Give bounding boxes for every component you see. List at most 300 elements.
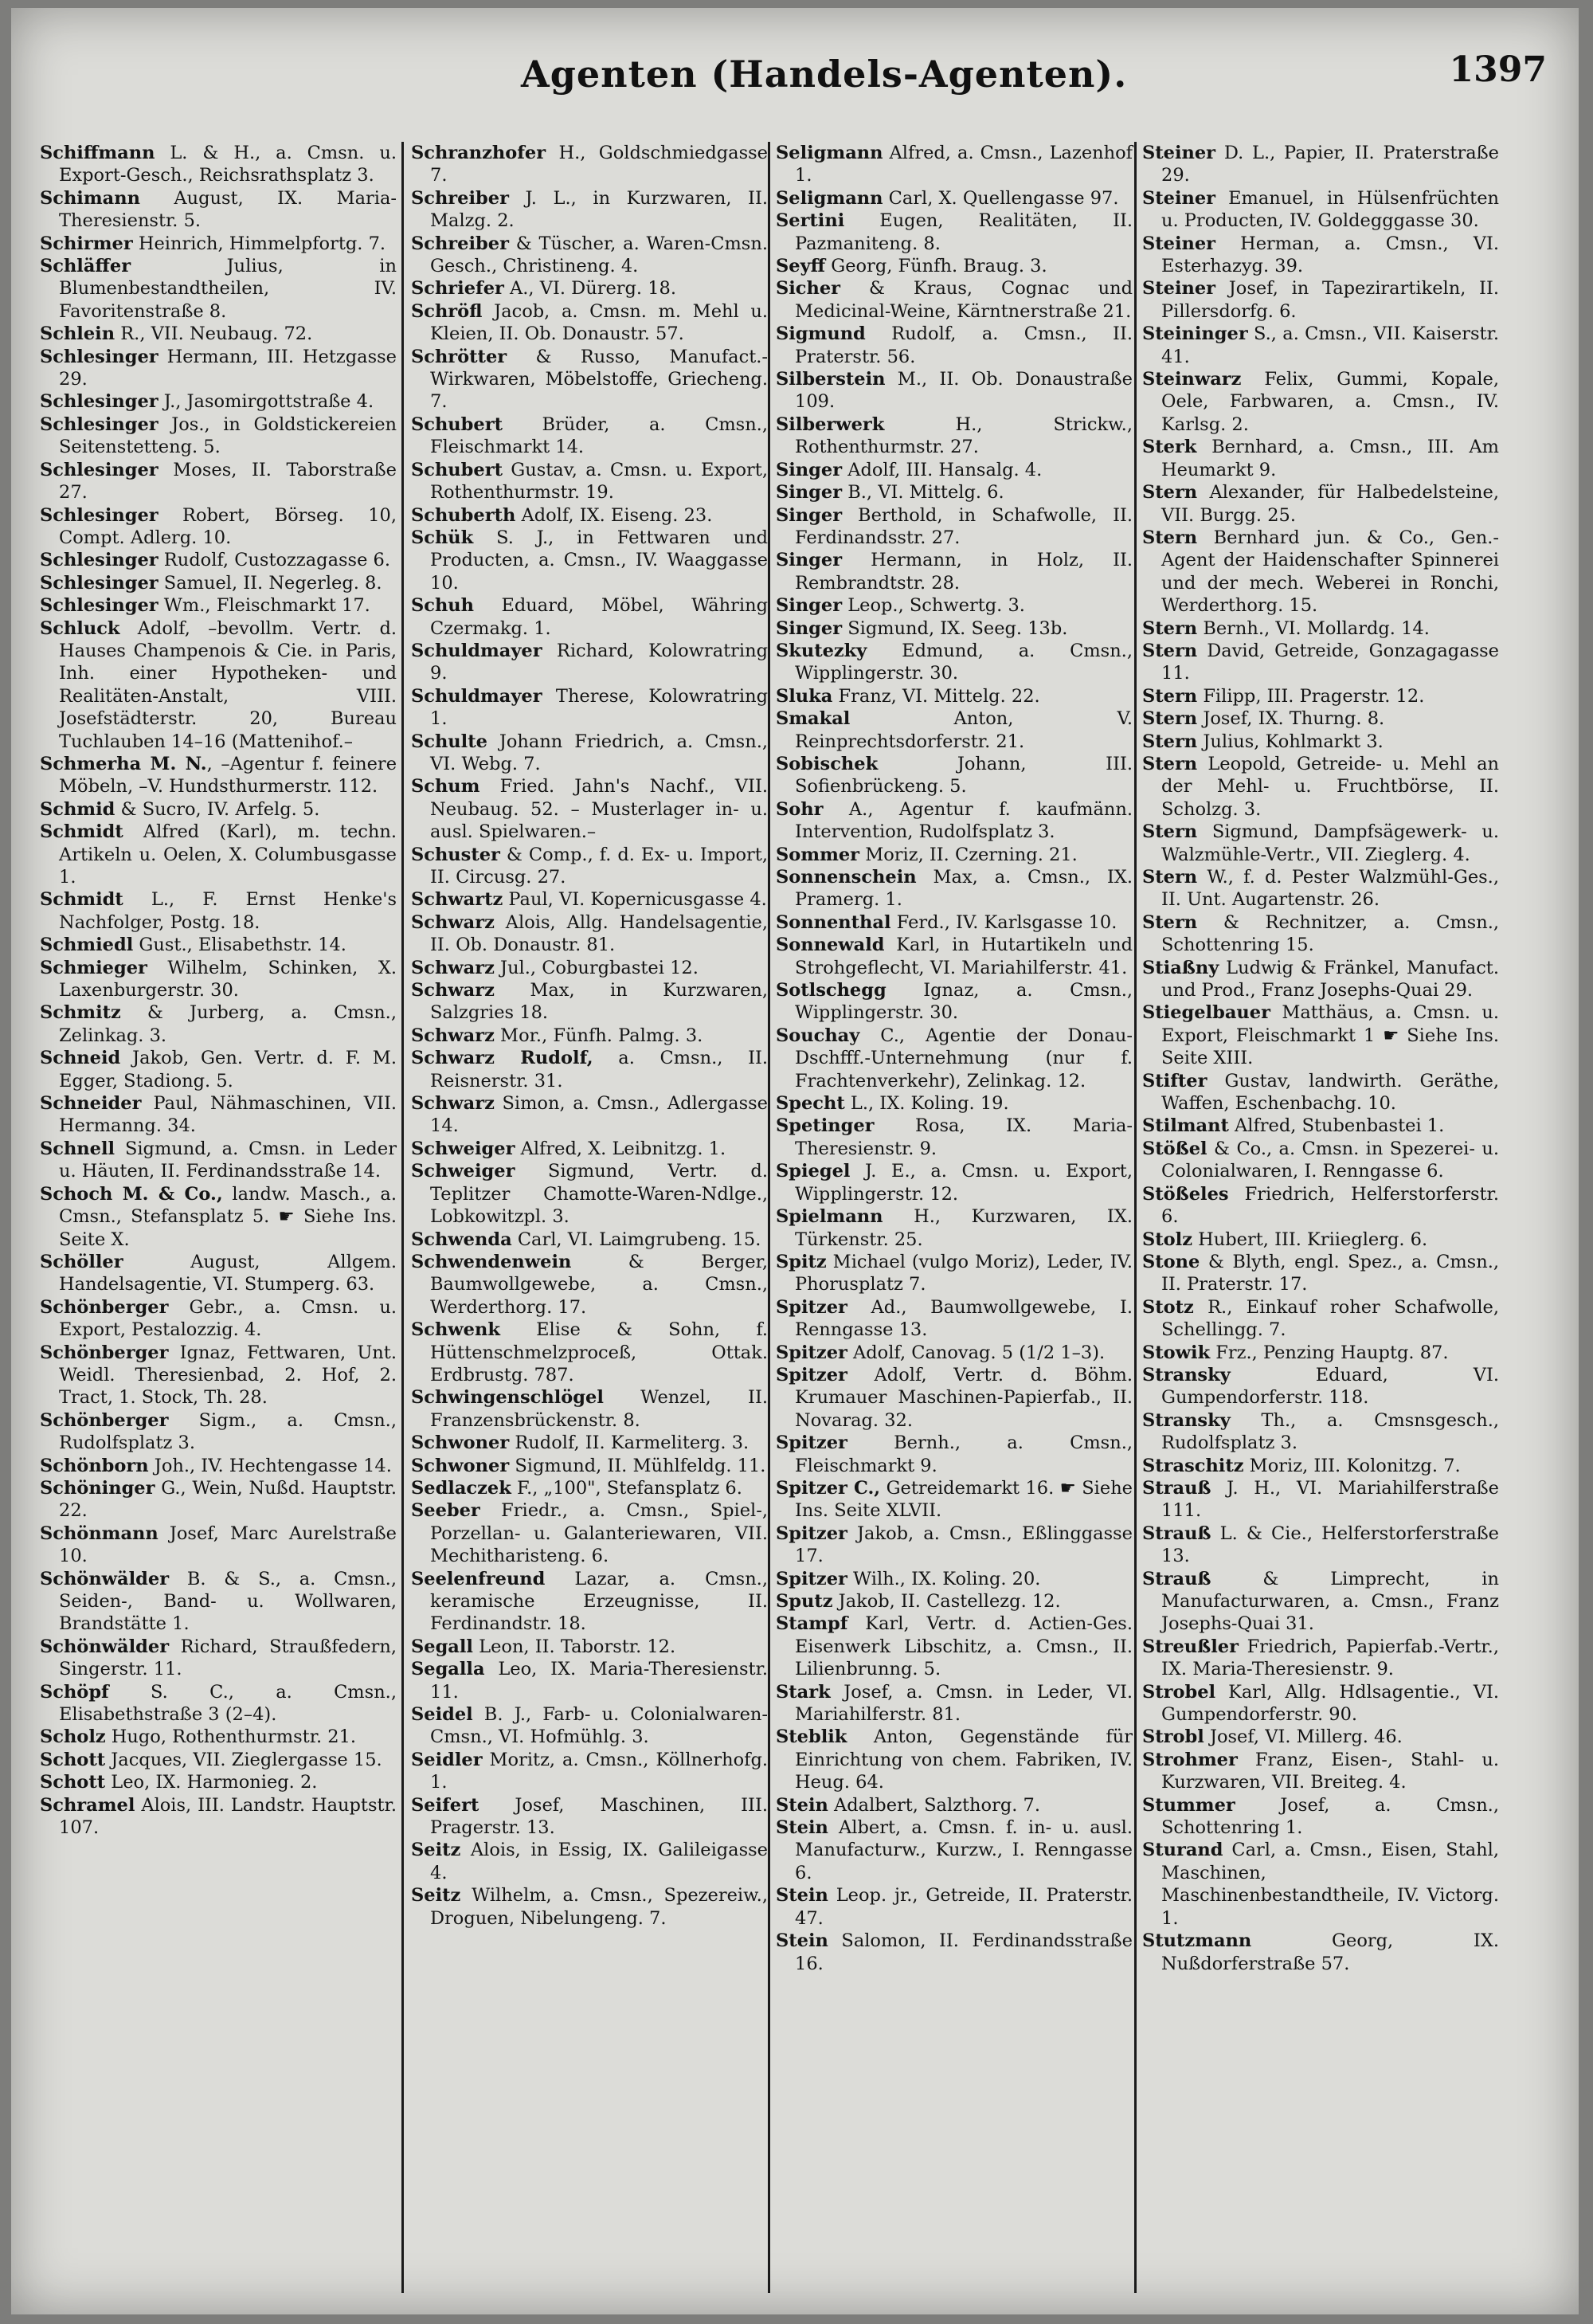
directory-entry [40,323,397,345]
entry-details: Emanuel, in Hülsenfrüchten u. Producten, IV. Goldegggasse 30. [1161,187,1499,232]
directory-entry [40,1749,397,1771]
entry-details: Bernhard jun. & Co., Gen.-Agent der Haidenschafter Spinnerei und der mech. Weberei in Ronchi, Werderthorg. 15. [1161,527,1499,617]
entry-name: Schreiber [411,233,509,254]
entry-name: Singer [776,595,843,617]
directory-entry [1142,1523,1499,1568]
entry-name: Strobl [1142,1726,1204,1748]
entry-details: Fried. Jahn's Nachf., VII. Neubaug. 52. – Musterlager in- u. ausl. Spielwaren.– [430,776,768,843]
directory-entry [411,1229,768,1251]
directory-entry [1142,1296,1499,1342]
entry-details: & Blyth, engl. Spez., a. Cmsn., II. Praterstr. 17. [1161,1251,1499,1295]
entry-name: Stampf [776,1613,848,1635]
directory-entry [776,549,1133,594]
entry-details: & Co., a. Cmsn. in Spezerei- u. Colonialwaren, I. Renngasse 6. [1161,1138,1499,1182]
directory-entry [776,187,1133,210]
directory-entry [411,1047,768,1092]
entry-details: Gust., Elisabethstr. 14. [133,935,346,956]
directory-entry [1142,1455,1499,1477]
directory-entry [776,707,1133,753]
entry-details: Max, a. Cmsn., IX. Pramerg. 1. [795,867,1133,911]
directory-entry [40,934,397,956]
directory-entry [776,979,1133,1025]
directory-entry [1142,142,1499,187]
entry-name: Schmiedl [40,935,134,956]
entry-name: Schönborn [40,1455,149,1476]
entry-details: Berthold, in Schafwolle, II. Ferdinandsstr. 27. [795,504,1133,548]
directory-entry [40,1409,397,1455]
directory-entry [1142,866,1499,911]
entry-details: Leo, IX. Harmonieg. 2. [105,1772,318,1793]
entry-name: Steiner [1142,233,1216,254]
entry-details: Jakob, a. Cmsn., Eßlinggasse 17. [795,1523,1133,1567]
directory-entry [776,1477,1133,1523]
entry-details: A., Agentur f. kaufmänn. Intervention, Rudolfsplatz 3. [795,798,1133,843]
entry-details: W., f. d. Pester Walzmühl-Ges., II. Unt. Augartenstr. 26. [1161,867,1499,911]
entry-details: Franz, Eisen-, Stahl- u. Kurzwaren, VII. Breiteg. 4. [1161,1749,1499,1793]
entry-name: Schmidt [40,889,123,911]
entry-details: Jakob, II. Castellezg. 12. [832,1591,1061,1612]
entry-details: Julius, in Blumenbestandtheilen, IV. Favoritenstraße 8. [59,256,397,322]
entry-name: Strobel [1142,1681,1216,1703]
directory-entry [40,798,397,821]
entry-details: Josef, Marc Aurelstraße 10. [59,1523,397,1567]
directory-entry [1142,1409,1499,1455]
directory-entry [411,277,768,300]
entry-details: F., „100", Stefansplatz 6. [511,1477,742,1499]
directory-entry [776,1092,1133,1115]
directory-entry [1142,323,1499,368]
directory-entry [40,572,397,594]
entry-name: Stiegelbauer [1142,1002,1270,1024]
entry-details: Moriz, II. Czerning. 21. [859,844,1078,865]
entry-name: Singer [776,504,843,526]
entry-name: Smakal [776,708,851,730]
entry-name: Sohr [776,798,824,820]
directory-entry [411,1432,768,1454]
entry-name: Steininger [1142,323,1248,345]
entry-name: Schubert [411,413,503,435]
entry-details: Sigmund, II. Mühlfeldg. 11. [509,1455,766,1476]
directory-entry [776,323,1133,368]
directory-entry [411,1499,768,1567]
entry-name: Schöninger [40,1477,155,1499]
entry-details: R., Einkauf roher Schafwolle, Schellingg. 7. [1161,1296,1499,1341]
directory-entry [411,888,768,911]
entry-details: Alexander, für Halbedelsteine, VII. Burgg. 25. [1161,482,1499,526]
entry-name: Stifter [1142,1070,1207,1091]
entry-name: Schluck [40,617,120,639]
entry-name: Steinwarz [1142,369,1242,390]
directory-entry [1142,1183,1499,1229]
entry-details: H., Strickw., Rothenthurmstr. 27. [795,413,1133,458]
entry-name: Schöller [40,1251,123,1272]
entry-name: Schuldmayer [411,640,542,661]
entry-name: Stutzmann [1142,1930,1252,1952]
directory-entry [411,1319,768,1386]
directory-entry [776,640,1133,685]
entry-name: Stummer [1142,1794,1235,1816]
directory-entry [40,1455,397,1477]
entry-details: Edmund, a. Cmsn., Wipplingerstr. 30. [795,640,1133,684]
column-3 [776,142,1133,1975]
entry-name: Scholz [40,1726,106,1748]
directory-entry [1142,436,1499,481]
entry-details: Leop., Schwertg. 3. [842,595,1025,617]
entry-name: Seidler [411,1749,483,1770]
entry-name: Schwoner [411,1455,510,1476]
directory-entry [411,1839,768,1884]
entry-name: Schönberger [40,1409,169,1431]
entry-details: J. E., a. Cmsn. u. Export, Wipplingerstr. 12. [795,1161,1133,1205]
entry-name: Schwarz [411,911,495,933]
entry-name: Schwenda [411,1229,512,1250]
entry-details: Mor., Fünfh. Palmg. 3. [494,1025,703,1046]
entry-details: Wilhelm, Schinken, X. Laxenburgerstr. 30. [59,957,397,1001]
entry-details: Adolf, Canovag. 5 (1/2 1–3). [847,1342,1106,1363]
entry-details: Alfred, X. Leibnitzg. 1. [515,1138,726,1159]
directory-entry [776,1794,1133,1816]
entry-name: Steiner [1142,187,1216,209]
directory-entry [40,1794,397,1840]
entry-details: Georg, IX. Nußdorferstraße 57. [1161,1930,1499,1974]
entry-details: Michael (vulgo Moriz), Leder, IV. Phorusplatz 7. [795,1251,1133,1295]
directory-entry [776,798,1133,844]
entry-details: Felix, Gummi, Kopale, Oele, Farbwaren, a. Cmsn., IV. Karlsg. 2. [1161,369,1499,435]
entry-name: Spitzer [776,1432,847,1454]
directory-entry [1142,1930,1499,1975]
entry-details: J., Jasomirgottstraße 4. [158,391,374,413]
entry-details: & Russo, Manufact.-Wirkwaren, Möbelstoffe, Griecheng. 7. [430,346,768,413]
entry-name: Schweiger [411,1138,515,1159]
directory-entry [40,549,397,571]
entry-details: Eugen, Realitäten, II. Pazmaniteng. 8. [795,210,1133,254]
directory-entry [411,1703,768,1749]
entry-name: Seeber [411,1500,480,1522]
directory-entry [776,1884,1133,1930]
entry-details: Jul., Coburgbastei 12. [494,957,699,978]
entry-name: Steblik [776,1726,847,1748]
entry-details: L. & H., a. Cmsn. u. Export-Gesch., Reichsrathsplatz 3. [59,143,397,186]
entry-details: Paul, Nähmaschinen, VII. Hermanng. 34. [59,1093,397,1137]
entry-name: Schnell [40,1138,115,1159]
directory-entry [1142,617,1499,640]
entry-name: Seidel [411,1704,473,1726]
directory-entry [1142,233,1499,278]
entry-name: Spitzer [776,1342,847,1363]
directory-entry [411,1884,768,1930]
entry-details: B. & S., a. Cmsn., Seiden-, Band- u. Wollwaren, Brandstätte 1. [59,1568,397,1635]
entry-details: Gustav, a. Cmsn. u. Export, Rothenthurmstr. 19. [430,459,768,504]
entry-name: Stein [776,1794,828,1816]
column-divider [401,142,404,2293]
directory-entry [411,142,768,187]
directory-entry [411,1749,768,1794]
directory-entry [40,142,397,187]
entry-details: Adolf, III. Hansalg. 4. [842,459,1043,480]
entry-details: Bernh., VI. Mollardg. 14. [1197,617,1430,639]
entry-name: Segall [411,1636,473,1657]
entry-details: Sigmund, Dampfsägewerk- u. Walzmühle-Vertr., VII. Zieglerg. 4. [1161,821,1499,865]
entry-details: Moriz, III. Kolonitzg. 7. [1243,1455,1461,1476]
entry-name: Schlesinger [40,413,159,435]
entry-details: Ferd., IV. Karlsgasse 10. [890,911,1117,933]
directory-entry [1142,1364,1499,1409]
entry-name: Souchay [776,1025,860,1046]
entry-details: Richard, Kolowratring 9. [430,640,768,684]
entry-details: Alois, in Essig, IX. Galileigasse 4. [430,1840,768,1883]
directory-entry [776,1523,1133,1568]
entry-name: Schreiber [411,187,509,209]
directory-entry [40,1342,397,1409]
entry-details: L., IX. Koling. 19. [844,1093,1009,1115]
directory-entry [40,1001,397,1047]
entry-details: , –Agentur f. feinere Möbeln, –V. Hundsthurmerstr. 112. [59,753,397,798]
entry-name: Stern [1142,867,1198,888]
directory-entry [1142,1001,1499,1069]
entry-details: Leop. jr., Getreide, II. Praterstr. 47. [795,1885,1133,1929]
directory-entry [40,413,397,459]
entry-name: Schwendenwein [411,1251,572,1272]
entry-name: Schuberth [411,504,516,526]
entry-name: Sommer [776,844,860,865]
entry-name: Stern [1142,617,1198,639]
entry-details: Josef, a. Cmsn. in Leder, VI. Mariahilferstr. 81. [795,1681,1133,1726]
directory-entry [1142,1229,1499,1251]
entry-name: Schum [411,776,480,798]
entry-name: Stern [1142,708,1198,730]
entry-details: Max, in Kurzwaren, Salzgries 18. [430,980,768,1024]
entry-details: Herman, a. Cmsn., VI. Esterhazyg. 39. [1161,233,1499,277]
entry-details: Simon, a. Cmsn., Adlergasse 14. [430,1093,768,1137]
directory-entry [411,187,768,233]
entry-name: Schoch M. & Co., [40,1183,223,1205]
directory-entry [776,255,1133,277]
entry-name: Straschitz [1142,1455,1244,1476]
entry-name: Schott [40,1772,106,1793]
entry-details: Hermann, in Holz, II. Rembrandtstr. 28. [795,550,1133,594]
entry-name: Strauß [1142,1477,1211,1499]
directory-entry [1142,685,1499,707]
column-divider [1134,142,1137,2293]
entry-details: Friedrich, Helferstorferstr. 6. [1161,1183,1499,1228]
directory-entry [411,1455,768,1477]
entry-name: Singer [776,617,843,639]
entry-details: Therese, Kolowratring 1. [430,685,768,730]
entry-details: Josef, VI. Millerg. 46. [1204,1726,1403,1748]
entry-name: Schlesinger [40,550,159,571]
entry-name: Spitzer [776,1523,847,1544]
entry-name: Stilmant [1142,1115,1229,1137]
entry-name: Schranzhofer [411,143,546,163]
directory-entry [411,233,768,278]
directory-entry [40,1251,397,1296]
directory-entry [1142,821,1499,866]
entry-details: Alois, Allg. Handelsagentie, II. Ob. Donaustr. 81. [430,911,768,956]
entry-name: Schneider [40,1093,142,1115]
entry-details: Joh., IV. Hechtengasse 14. [148,1455,392,1476]
directory-entry [40,1183,397,1251]
entry-details: Moses, II. Taborstraße 27. [59,459,397,504]
entry-details: Josef, in Tapezirartikeln, II. Pillersdorfg. 6. [1161,278,1499,322]
directory-entry [40,1681,397,1726]
entry-name: Stein [776,1930,828,1952]
entry-name: Schiffmann [40,143,155,163]
entry-name: Stößeles [1142,1183,1229,1205]
directory-entry [776,1681,1133,1726]
entry-details: & Jurberg, a. Cmsn., Zelinkag. 3. [59,1002,397,1046]
entry-name: Schimann [40,187,140,209]
directory-entry [776,911,1133,934]
entry-name: Silberstein [776,369,886,390]
entry-details: & Berger, Baumwollgewebe, a. Cmsn., Werderthorg. 17. [430,1251,768,1318]
entry-name: Schmitz [40,1002,121,1024]
entry-details: Ignaz, a. Cmsn., Wipplingerstr. 30. [795,980,1133,1024]
entry-details: Karl, Allg. Hdlsagentie., VI. Gumpendorferstr. 90. [1161,1681,1499,1726]
entry-name: Schlesinger [40,504,159,526]
entry-name: Singer [776,550,843,571]
directory-entry [1142,527,1499,617]
directory-entry [40,459,397,504]
entry-name: Stern [1142,640,1198,661]
entry-details: Carl, a. Cmsn., Eisen, Stahl, Maschinen, Maschinenbestandtheile, IV. Victorg. 1. [1161,1840,1499,1929]
entry-name: Stern [1142,911,1198,933]
directory-entry [40,957,397,1002]
directory-entry [776,1025,1133,1092]
column-divider [768,142,770,2293]
entry-details: Filipp, III. Pragerstr. 12. [1197,685,1425,707]
entry-details: Carl, VI. Laimgrubeng. 15. [511,1229,761,1250]
directory-entry [411,1251,768,1319]
directory-entry [776,210,1133,255]
directory-entry [776,1816,1133,1884]
entry-details: Friedrich, Papierfab.-Vertr., IX. Maria-Theresienstr. 9. [1161,1636,1499,1680]
entry-details: Anton, Gegenstände für Einrichtung von chem. Fabriken, IV. Heug. 64. [795,1726,1133,1793]
directory-entry [1142,753,1499,821]
entry-name: Stern [1142,731,1198,752]
directory-entry [776,1613,1133,1680]
entry-name: Singer [776,459,843,480]
entry-details: Adolf, Vertr. d. Böhm. Krumauer Maschinen-Papierfab., II. Novarag. 32. [795,1364,1133,1431]
entry-name: Seelenfreund [411,1568,546,1589]
entry-name: Stone [1142,1251,1200,1272]
directory-entry [40,1568,397,1636]
entry-name: Schük [411,527,474,548]
entry-name: Stotz [1142,1296,1194,1318]
directory-entry [40,255,397,323]
entry-details: Brüder, a. Cmsn., Fleischmarkt 14. [430,413,768,458]
entry-name: Schröfl [411,300,483,322]
entry-name: Stolz [1142,1229,1192,1250]
entry-details: Sigmund, Vertr. d. Teplitzer Chamotte-Waren-Ndlge., Lobkowitzpl. 3. [430,1161,768,1228]
entry-name: Strauß [1142,1523,1211,1544]
entry-details: Richard, Straußfedern, Singerstr. 11. [59,1636,397,1680]
entry-details: Rudolf, Custozzagasse 6. [158,550,391,571]
directory-entry [411,957,768,979]
entry-details: Jacques, VII. Zieglergasse 15. [105,1749,382,1770]
directory-entry [776,844,1133,866]
directory-entry [776,459,1133,481]
entry-name: Steiner [1142,143,1216,163]
entry-name: Schmieger [40,957,147,978]
directory-entry [40,1047,397,1092]
entry-name: Schlesinger [40,459,159,480]
directory-entry [776,594,1133,617]
entry-name: Schwarz [411,980,495,1001]
entry-details: J. H., VI. Mariahilferstraße 111. [1161,1477,1499,1522]
directory-entry [776,1251,1133,1296]
directory-entry [411,911,768,957]
page-title: Agenten (Handels-Agenten). [521,53,1128,96]
directory-entry [1142,957,1499,1002]
entry-details: Heinrich, Himmelpfortg. 7. [132,233,386,254]
directory-entry [776,368,1133,413]
entry-details: Gebr., a. Cmsn. u. Export, Pestalozzig. 4. [59,1296,397,1341]
entry-details: Ludwig & Fränkel, Manufact. und Prod., Franz Josephs-Quai 29. [1161,957,1499,1001]
entry-name: Schlesinger [40,391,159,413]
entry-details: Hugo, Rothenthurmstr. 21. [105,1726,357,1748]
directory-entry [776,1364,1133,1432]
directory-entry [411,775,768,843]
entry-name: Schöpf [40,1681,109,1703]
directory-entry [40,346,397,391]
entry-name: Schwartz [411,889,503,911]
entry-name: Seligmann [776,187,883,209]
entry-name: Schönwälder [40,1568,170,1589]
entry-name: Schlein [40,323,115,345]
entry-name: Seligmann [776,143,883,163]
column-2 [411,142,768,1930]
entry-name: Spitzer [776,1296,847,1318]
directory-entry [411,527,768,594]
directory-entry [411,640,768,685]
entry-name: Sluka [776,685,833,707]
entry-name: Schwarz [411,957,495,978]
entry-name: Seitz [411,1840,461,1861]
directory-entry [1142,1342,1499,1364]
directory-entry [40,888,397,934]
entry-name: Schwarz Rudolf, [411,1048,593,1069]
directory-entry [40,1477,397,1523]
entry-name: Spielmann [776,1206,883,1228]
directory-entry [776,413,1133,459]
entry-details: & Rechnitzer, a. Cmsn., Schottenring 15. [1161,911,1499,956]
entry-details: Jos., in Goldstickereien Seitenstetteng. 5. [59,413,397,458]
entry-details: S., a. Cmsn., VII. Kaiserstr. 41. [1161,323,1499,367]
entry-details: landw. Masch., a. Cmsn., Stefansplatz 5. ☛ Siehe Ins. Seite X. [59,1183,397,1250]
entry-details: Elise & Sohn, f. Hüttenschmelzproceß, Ottak. Erdbrustg. 787. [430,1319,768,1385]
directory-entry [776,504,1133,550]
directory-entry [1142,1115,1499,1137]
entry-details: J. L., in Kurzwaren, II. Malzg. 2. [430,187,768,232]
entry-name: Specht [776,1093,845,1115]
directory-entry [411,1138,768,1160]
entry-name: Schwarz [411,1093,495,1115]
entry-details: Johann, III. Sofienbrückeng. 5. [795,753,1133,798]
entry-name: Silberwerk [776,413,885,435]
column-4 [1142,142,1499,1975]
entry-details: Moritz, a. Cmsn., Köllnerhofg. 1. [430,1749,768,1793]
entry-name: Schneid [40,1048,121,1069]
entry-details: Getreidemarkt 16. ☛ Siehe Ins. Seite XLVII. [795,1477,1133,1522]
entry-name: Sobischek [776,753,879,774]
directory-entry [40,1138,397,1183]
entry-details: Jakob, Gen. Vertr. d. F. M. Egger, Stadiong. 5. [59,1048,397,1091]
entry-details: Ad., Baumwollgewebe, I. Renngasse 13. [795,1296,1133,1341]
directory-entry [1142,707,1499,730]
entry-name: Schmid [40,798,115,820]
directory-entry [776,753,1133,798]
entry-details: Lazar, a. Cmsn., keramische Erzeugnisse, II. Ferdinandstr. 18. [430,1568,768,1635]
